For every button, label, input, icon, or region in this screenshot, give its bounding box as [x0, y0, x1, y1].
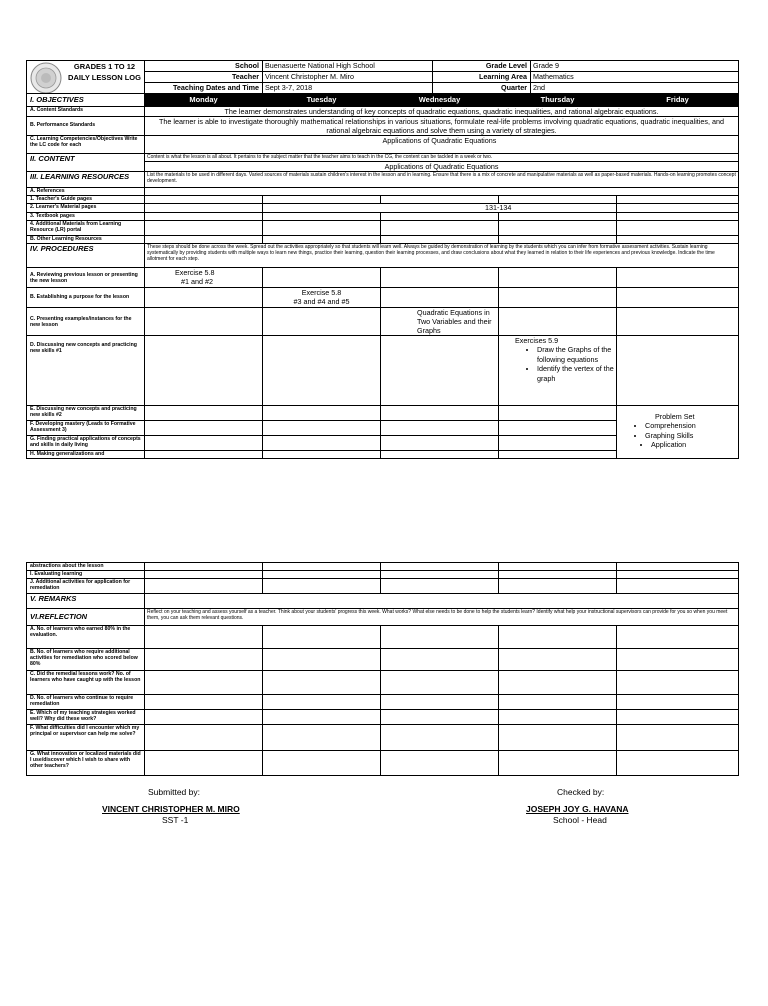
- performance-standard-text: The learner is able to investigate thoroughly mathematical relationships in various situations, formulate real-life problems involving quadratic equations, quadratic inequalities, and rational algebraic equations and solve them using a variety of strategies.: [145, 117, 739, 136]
- content-note: Content is what the lesson is all about. It pertains to the subject matter that the teacher aims to teach in the CG, the content can be tackled in a week or two.: [145, 154, 739, 162]
- title-line2: DAILY LESSON LOG: [68, 73, 141, 82]
- monday-a-line1: Exercise 5.8: [175, 268, 215, 277]
- proc-d-label: D. Discussing new concepts and practicing new skills #1: [27, 336, 145, 406]
- competency-text: Applications of Quadratic Equations: [381, 136, 739, 154]
- proc-e-label: E. Discussing new concepts and practicing new skills #2: [27, 406, 145, 421]
- tg-label: 1. Teacher's Guide pages: [27, 196, 145, 204]
- procedures-heading: IV. PROCEDURES: [27, 244, 145, 268]
- refl-c-label: C. Did the remedial lessons work? No. of learners who have caught up with the lesson: [27, 671, 145, 695]
- friday-item: • Comprehension: [645, 421, 736, 431]
- proc-b-label: B. Establishing a purpose for the lesson: [27, 288, 145, 308]
- refl-b-label: B. No. of learners who require additional activities for remediation who scored below 80%: [27, 649, 145, 671]
- friday-list: [619, 421, 736, 450]
- content-heading: II. CONTENT: [27, 154, 145, 172]
- lm-pages: 131-134: [381, 204, 617, 213]
- day-thursday: Thursday: [499, 94, 617, 107]
- checked-name: JOSEPH JOY G. HAVANA: [526, 804, 629, 814]
- monday-a-cell: [145, 268, 263, 288]
- friday-cell: [617, 406, 739, 459]
- other-label: B. Other Learning Resources: [27, 236, 145, 244]
- tuesday-b-cell: [263, 288, 381, 308]
- refl-e-label: E. Which of my teaching strategies worked well? Why did these work?: [27, 710, 145, 725]
- lm-label: 2. Learner's Material pages: [27, 204, 145, 213]
- school-label: School: [145, 61, 263, 72]
- proc-i-label: I. Evaluating learning: [27, 571, 145, 579]
- teacher-value: Vincent Christopher M. Miro: [263, 72, 433, 83]
- proc-g-label: G. Finding practical applications of concepts and skills in daily living: [27, 436, 145, 451]
- refl-d-label: D. No. of learners who continue to require remediation: [27, 695, 145, 710]
- content-value: Applications of Quadratic Equations: [145, 162, 739, 172]
- thursday-d-list: [515, 345, 614, 383]
- area-label: Learning Area: [433, 72, 531, 83]
- area-value: Mathematics: [531, 72, 739, 83]
- refl-a-label: A. No. of learners who earned 80% in the evaluation.: [27, 626, 145, 649]
- wednesday-c-text: Quadratic Equations in Two Variables and their Graphs: [381, 308, 499, 336]
- main-table-top: [26, 93, 739, 459]
- proc-f-label: F. Developing mastery (Leads to Formative Assessment 3): [27, 421, 145, 436]
- competencies-label: C. Learning Competencies/Objectives Write the LC code for each: [27, 136, 145, 154]
- submitted-title: SST -1: [162, 815, 189, 825]
- performance-standards-label: B. Performance Standards: [27, 117, 145, 136]
- monday-a-line2: #1 and #2: [181, 277, 213, 286]
- additional-label: 4. Additional Materials from Learning Resource (LR) portal: [27, 221, 145, 236]
- friday-item: • Application: [651, 440, 736, 450]
- day-wednesday: Wednesday: [381, 94, 499, 107]
- refl-g-label: G. What innovation or localized materials did I use/discover which I wish to share with other teachers?: [27, 751, 145, 776]
- day-tuesday: Tuesday: [263, 94, 381, 107]
- dates-value: Sept 3-7, 2018: [263, 83, 433, 94]
- tuesday-b-line1: Exercise 5.8: [301, 288, 342, 297]
- thursday-d-item: • Identify the vertex of the graph: [537, 364, 614, 383]
- proc-h-label: H. Making generalizations and: [27, 451, 145, 459]
- school-value: Buenasuerte National High School: [263, 61, 433, 72]
- content-standards-label: A. Content Standards: [27, 107, 145, 117]
- thursday-d-cell: [499, 336, 617, 406]
- proc-h2-label: abstractions about the lesson: [27, 563, 145, 571]
- tuesday-b-line2: #3 and #4 and #5: [293, 297, 350, 306]
- resources-heading: III. LEARNING RESOURCES: [27, 172, 145, 188]
- proc-c-label: C. Presenting examples/instances for the new lesson: [27, 308, 145, 336]
- title-cell: [27, 61, 145, 94]
- teacher-label: Teacher: [145, 72, 263, 83]
- day-monday: Monday: [145, 94, 263, 107]
- reflection-heading: VI.REFLECTION: [27, 609, 145, 626]
- friday-title: Problem Set: [655, 412, 695, 421]
- quarter-value: 2nd: [531, 83, 739, 94]
- remarks-heading: V. REMARKS: [27, 594, 145, 609]
- content-standard-text: The learner demonstrates understanding of key concepts of quadratic equations, quadratic inequalities, and rational algebraic equations.: [145, 107, 739, 117]
- day-friday: Friday: [617, 94, 739, 107]
- reflection-note: Reflect on your teaching and assess yourself as a teacher. Think about your students' progress this week. What works? What else needs to be done to help the students learn? Identify what help your instructional supervisors can provide for you so when you meet them, you can ask them relevant questions.: [145, 609, 739, 626]
- procedures-note: These steps should be done across the week. Spread out the activities appropriately so that students will learn well. Always be guided by demonstration of learning by the students which you can infer from formative assessment activities. Sustain learning systematically by providing students with multiple ways to learn new things, practice their learning, question their learning processes, and draw conclusions about what they learned in relation to their life experiences and previous knowledge. Indicate the time allotment for each step.: [145, 244, 739, 268]
- proc-a-label: A. Reviewing previous lesson or presenting the new lesson: [27, 268, 145, 288]
- checked-title: School - Head: [553, 815, 607, 825]
- thursday-d-item: • Draw the Graphs of the following equations: [537, 345, 614, 364]
- resources-note: List the materials to be used in different days. Varied sources of materials sustain children's interest in the lesson and in learning. Ensure that there is a mix of concrete and manipulative materials as well as paper-based materials. Hands-on learning promotes concept development.: [145, 172, 739, 188]
- thursday-d-title: Exercises 5.9: [515, 336, 559, 345]
- main-table-bottom: [26, 562, 739, 776]
- submitted-label: Submitted by:: [148, 787, 200, 797]
- title-line1: GRADES 1 TO 12: [73, 62, 136, 71]
- objectives-heading: I. OBJECTIVES: [27, 94, 145, 107]
- grade-value: Grade 9: [531, 61, 739, 72]
- submitted-name: VINCENT CHRISTOPHER M. MIRO: [102, 804, 240, 814]
- references-label: A. References: [27, 188, 145, 196]
- proc-j-label: J. Additional activities for application for remediation: [27, 579, 145, 594]
- quarter-label: Quarter: [433, 83, 531, 94]
- friday-item: • Graphing Skills: [645, 431, 736, 441]
- checked-label: Checked by:: [557, 787, 605, 797]
- grade-label: Grade Level: [433, 61, 531, 72]
- textbook-label: 3. Textbook pages: [27, 213, 145, 221]
- header-table: [26, 60, 739, 94]
- refl-f-label: F. What difficulties did I encounter which my principal or supervisor can help me solve?: [27, 725, 145, 751]
- dates-label: Teaching Dates and Time: [145, 83, 263, 94]
